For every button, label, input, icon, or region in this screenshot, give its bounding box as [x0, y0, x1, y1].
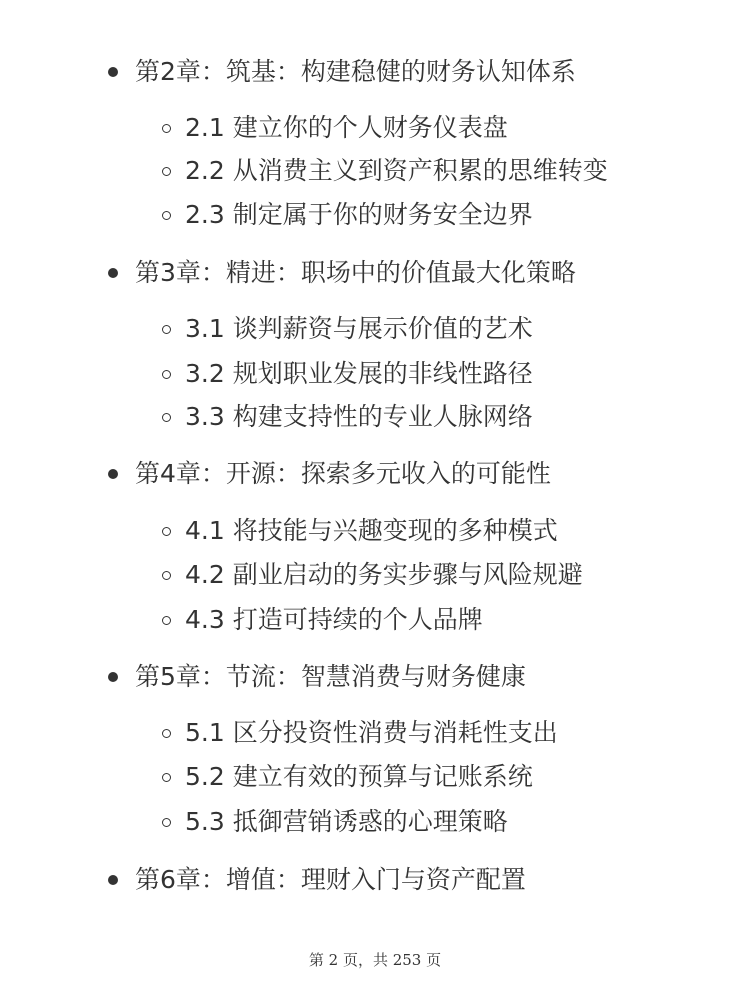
section-title: 5.3 抵御营销诱惑的心理策略 — [185, 807, 508, 836]
hollow-bullet-icon — [162, 818, 171, 827]
section-item — [162, 802, 508, 842]
hollow-bullet-icon — [162, 413, 171, 422]
filled-bullet-icon — [108, 469, 118, 479]
chapter-title: 第5章：节流：智慧消费与财务健康 — [135, 662, 526, 691]
section-title: 4.2 副业启动的务实步骤与风险规避 — [185, 560, 583, 589]
filled-bullet-icon — [108, 67, 118, 77]
section-title: 5.2 建立有效的预算与记账系统 — [185, 762, 533, 791]
section-item — [162, 354, 533, 394]
chapter-title: 第6章：增值：理财入门与资产配置 — [135, 865, 526, 894]
hollow-bullet-icon — [162, 571, 171, 580]
hollow-bullet-icon — [162, 325, 171, 334]
section-title: 4.1 将技能与兴趣变现的多种模式 — [185, 516, 558, 545]
section-item — [162, 397, 533, 437]
hollow-bullet-icon — [162, 124, 171, 133]
section-item — [162, 713, 558, 753]
section-title: 2.2 从消费主义到资产积累的思维转变 — [185, 156, 608, 185]
chapter-title: 第3章：精进：职场中的价值最大化策略 — [135, 258, 576, 287]
hollow-bullet-icon — [162, 773, 171, 782]
chapter-item — [108, 253, 576, 293]
chapter-item — [108, 454, 551, 494]
section-title: 3.1 谈判薪资与展示价值的艺术 — [185, 314, 533, 343]
page-footer: 第 2 页，共 253 页 — [308, 951, 442, 969]
chapter-item — [108, 657, 526, 697]
chapter-title: 第4章：开源：探索多元收入的可能性 — [135, 459, 551, 488]
section-title: 2.1 建立你的个人财务仪表盘 — [185, 113, 508, 142]
chapter-item — [108, 860, 526, 900]
section-item — [162, 309, 533, 349]
section-item — [162, 555, 583, 595]
hollow-bullet-icon — [162, 370, 171, 379]
section-title: 2.3 制定属于你的财务安全边界 — [185, 200, 533, 229]
hollow-bullet-icon — [162, 167, 171, 176]
section-title: 3.3 构建支持性的专业人脉网络 — [185, 402, 533, 431]
section-item — [162, 511, 558, 551]
hollow-bullet-icon — [162, 527, 171, 536]
section-item — [162, 195, 533, 235]
filled-bullet-icon — [108, 672, 118, 682]
section-item — [162, 108, 508, 148]
filled-bullet-icon — [108, 875, 118, 885]
chapter-title: 第2章：筑基：构建稳健的财务认知体系 — [135, 57, 576, 86]
hollow-bullet-icon — [162, 729, 171, 738]
chapter-item — [108, 52, 576, 92]
section-item — [162, 757, 533, 797]
hollow-bullet-icon — [162, 616, 171, 625]
section-item — [162, 151, 608, 191]
section-title: 4.3 打造可持续的个人品牌 — [185, 605, 483, 634]
section-item — [162, 600, 483, 640]
section-title: 5.1 区分投资性消费与消耗性支出 — [185, 718, 558, 747]
hollow-bullet-icon — [162, 211, 171, 220]
filled-bullet-icon — [108, 268, 118, 278]
section-title: 3.2 规划职业发展的非线性路径 — [185, 359, 533, 388]
